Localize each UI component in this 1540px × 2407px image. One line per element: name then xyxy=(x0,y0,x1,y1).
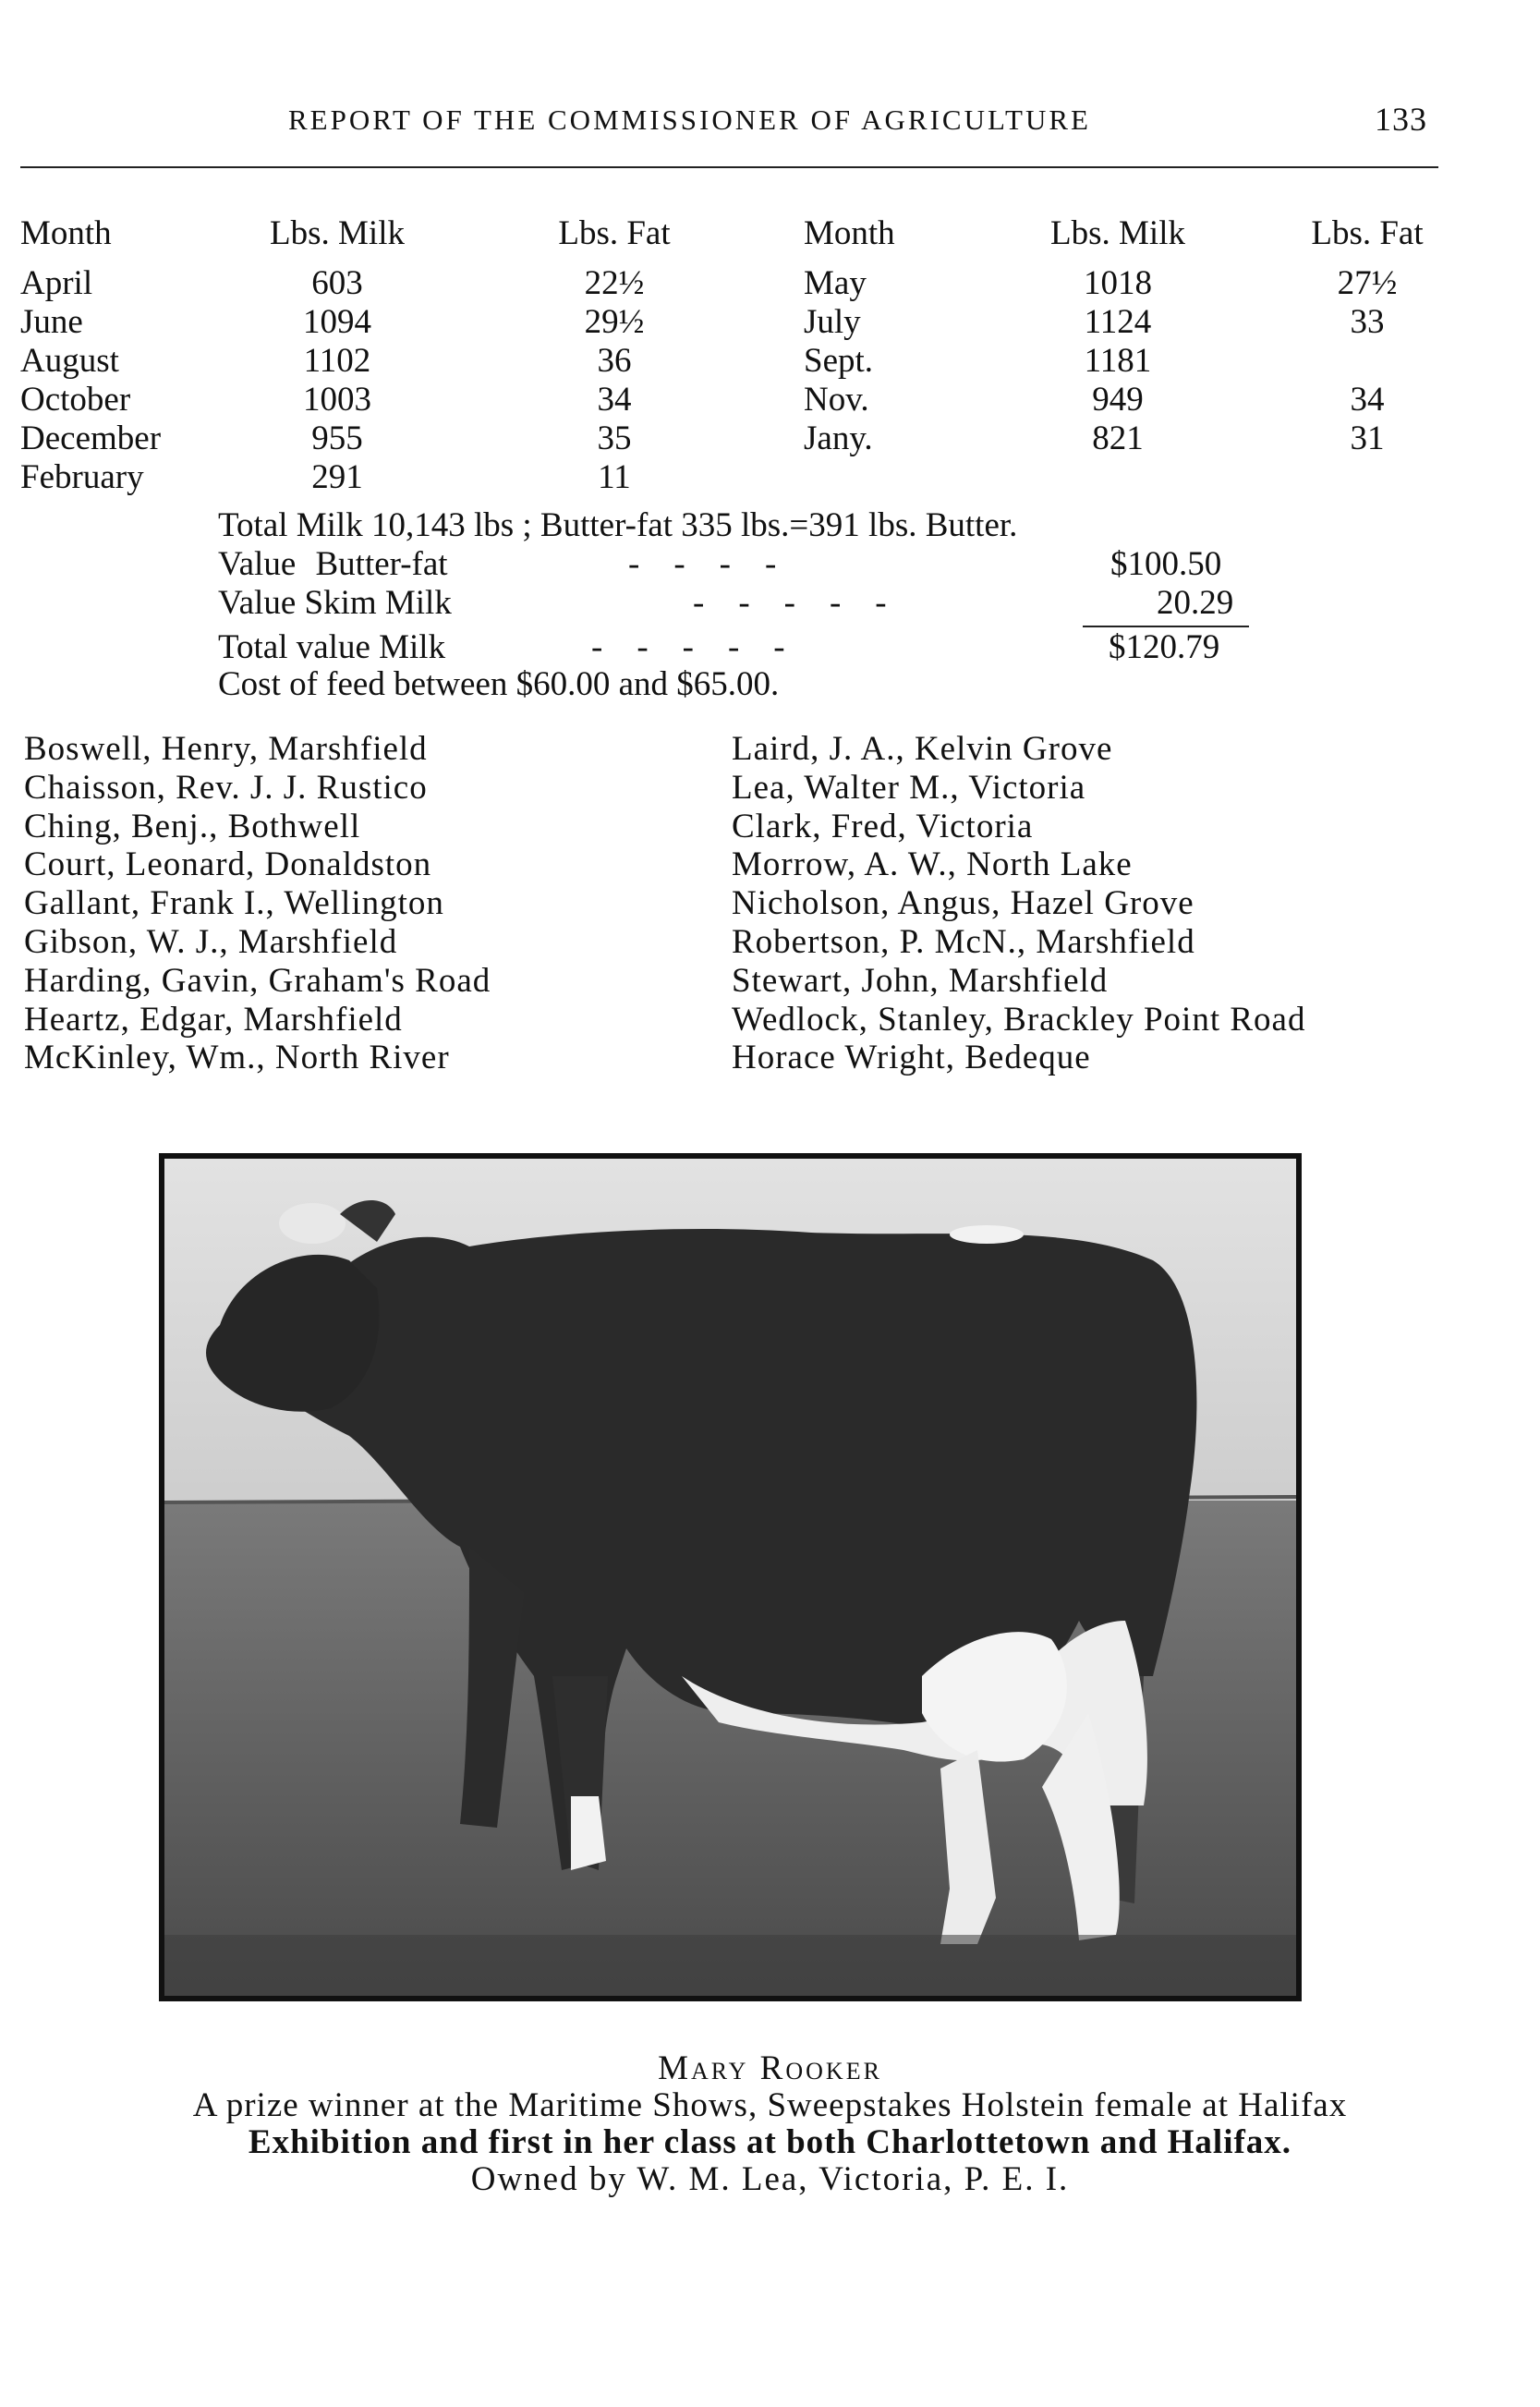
table-cell-fat: 31 xyxy=(1350,419,1385,457)
list-item: Stewart, John, Marshfield xyxy=(732,962,1109,1000)
photo-caption-line-1: A prize winner at the Maritime Shows, Sweepstakes Holstein female at Halifax xyxy=(192,2086,1348,2124)
list-item: Wedlock, Stanley, Brackley Point Road xyxy=(732,1001,1306,1039)
table-cell-milk: 1181 xyxy=(1084,342,1152,380)
column-header: Month xyxy=(20,214,112,252)
butterfat-value: $100.50 xyxy=(1110,545,1222,583)
table-cell-fat: 29½ xyxy=(584,303,645,341)
list-item: Nicholson, Angus, Hazel Grove xyxy=(732,884,1194,922)
total-milk-line: Total Milk 10,143 lbs ; Butter-fat 335 lbs.=391 lbs. Butter. xyxy=(218,506,1018,544)
table-cell-month: June xyxy=(20,303,83,341)
feed-cost-line: Cost of feed between $60.00 and $65.00. xyxy=(218,665,780,703)
total-value-leader-dashes: - - - - - xyxy=(591,628,785,666)
table-cell-milk: 1124 xyxy=(1084,303,1152,341)
table-cell-month: Sept. xyxy=(804,342,874,380)
page-number: 133 xyxy=(1375,101,1427,138)
table-cell-milk: 949 xyxy=(1092,381,1144,419)
table-cell-month: December xyxy=(20,419,162,457)
butterfat-leader-dashes: - - - - xyxy=(628,545,777,583)
table-cell-milk: 1102 xyxy=(303,342,371,380)
photo-caption-title: Mary Rooker xyxy=(658,2049,882,2087)
table-cell-milk: 603 xyxy=(311,264,363,302)
list-item: Gallant, Frank I., Wellington xyxy=(24,884,444,922)
column-header: Lbs. Milk xyxy=(270,214,405,252)
table-cell-milk: 1094 xyxy=(303,303,371,341)
list-item: Lea, Walter M., Victoria xyxy=(732,769,1086,807)
list-item: Laird, J. A., Kelvin Grove xyxy=(732,730,1113,768)
list-item: McKinley, Wm., North River xyxy=(24,1039,450,1076)
list-item: Boswell, Henry, Marshfield xyxy=(24,730,428,768)
table-cell-month: Nov. xyxy=(804,381,869,419)
photo-caption-line-2: Exhibition and first in her class at both Charlottetown and Halifax. xyxy=(248,2123,1292,2161)
list-item: Horace Wright, Bedeque xyxy=(732,1039,1091,1076)
list-item: Chaisson, Rev. J. J. Rustico xyxy=(24,769,428,807)
skim-milk-value-label: Value Skim Milk xyxy=(218,584,452,622)
table-cell-fat: 22½ xyxy=(584,264,645,302)
list-item: Gibson, W. J., Marshfield xyxy=(24,923,398,961)
butterfat-value-label: Value Butter-fat xyxy=(218,545,448,583)
list-item: Ching, Benj., Bothwell xyxy=(24,808,361,845)
column-header: Month xyxy=(804,214,895,252)
cow-photograph xyxy=(159,1153,1302,2001)
list-item: Robertson, P. McN., Marshfield xyxy=(732,923,1195,961)
cow-illustration xyxy=(164,1159,1296,1996)
table-cell-milk: 821 xyxy=(1092,419,1144,457)
table-cell-month: July xyxy=(804,303,861,341)
skim-milk-value: 20.29 xyxy=(1157,584,1234,622)
table-cell-fat: 11 xyxy=(598,458,631,496)
column-header: Lbs. Fat xyxy=(558,214,671,252)
total-milk-value: $120.79 xyxy=(1109,628,1220,666)
table-cell-milk: 955 xyxy=(311,419,363,457)
table-cell-fat: 36 xyxy=(597,342,632,380)
table-cell-month: August xyxy=(20,342,119,380)
table-cell-fat: 27½ xyxy=(1337,264,1398,302)
table-cell-fat: 34 xyxy=(1350,381,1385,419)
names-list xyxy=(0,0,1540,1090)
column-header: Lbs. Milk xyxy=(1050,214,1185,252)
list-item: Heartz, Edgar, Marshfield xyxy=(24,1001,403,1039)
skim-milk-leader-dashes: - - - - - xyxy=(693,584,887,622)
photo-caption-line-3: Owned by W. M. Lea, Victoria, P. E. I. xyxy=(470,2160,1070,2198)
column-header: Lbs. Fat xyxy=(1311,214,1424,252)
table-cell-milk: 291 xyxy=(311,458,363,496)
running-title: REPORT OF THE COMMISSIONER OF AGRICULTURE xyxy=(288,103,1091,136)
table-cell-fat: 35 xyxy=(597,419,632,457)
table-cell-month: May xyxy=(804,264,867,302)
list-item: Harding, Gavin, Graham's Road xyxy=(24,962,491,1000)
table-cell-fat: 33 xyxy=(1350,303,1385,341)
list-item: Morrow, A. W., North Lake xyxy=(732,845,1133,883)
table-cell-fat: 34 xyxy=(597,381,632,419)
table-cell-month: April xyxy=(20,264,93,302)
table-cell-milk: 1003 xyxy=(303,381,371,419)
table-cell-month: Jany. xyxy=(804,419,873,457)
total-value-label: Total value Milk xyxy=(218,628,446,666)
table-cell-month: February xyxy=(20,458,144,496)
table-cell-month: October xyxy=(20,381,131,419)
list-item: Court, Leonard, Donaldston xyxy=(24,845,432,883)
list-item: Clark, Fred, Victoria xyxy=(732,808,1034,845)
table-cell-milk: 1018 xyxy=(1084,264,1152,302)
